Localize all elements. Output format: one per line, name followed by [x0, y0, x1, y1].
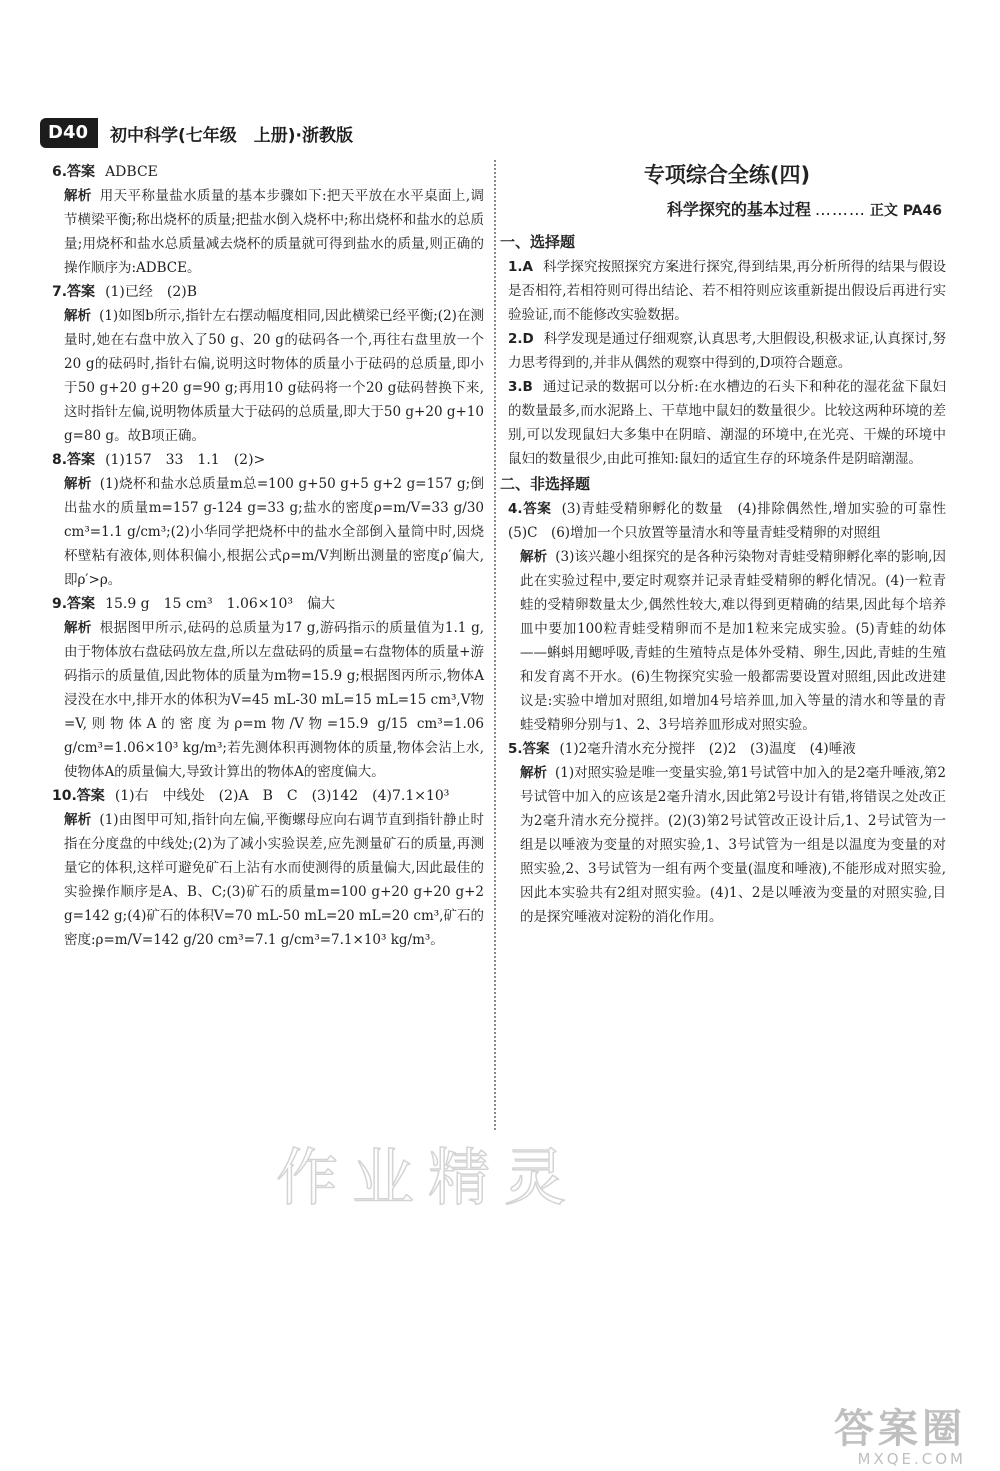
explanation-text: (1)由图甲可知,指针向左偏,平衡螺母应向右调节直到指针静止时指在分度盘的中线处;(2)为了减小实验误差,应先测量矿石的质量,再测量它的体积,这样可避免矿石上沾有水而使测得的质量偏大,因此最佳的实验操作顺序是A、B、C;(3)矿石的质量m=100 g+20 g+20 g+2 g=142 g;(4)矿石的体积V=70 mL-50 mL=20 mL=20 cm³,矿石的密度:ρ=m/V=142 g/20 cm³=7.1 g/cm³=7.1×10³ kg/m³。	[64, 812, 484, 948]
answer-item-10	[52, 784, 484, 952]
answer-item-7	[52, 280, 484, 448]
site-logo	[834, 1408, 966, 1468]
explanation-text: (1)烧杯和盐水总质量m总=100 g+50 g+5 g+2 g=157 g;倒出盐水的质量m=157 g-124 g=33 g;盐水的密度ρ=m/V=33 g/30 cm³=1.1 g/cm³;(2)小华同学把烧杯中的盐水全部倒入量筒中时,因烧杯壁粘有液体,则体积偏小,根据公式ρ=m/V判断出测量的密度ρ′偏大,即ρ′>ρ。	[64, 476, 485, 588]
part-heading-choice: 一、选择题	[500, 233, 576, 251]
explanation-text: (1)对照实验是唯一变量实验,第1号试管中加入的是2毫升唾液,第2号试管中加入的应该是2毫升清水,因此第2号设计有错,将错误之处改正为2毫升清水充分搅拌。(2)(3)第2号试管改正设计后,1、2号试管为一组是以唾液为变量的对照实验,1、3号试管为一组是以温度为变量的对照实验,2、3号试管为一组有两个变量(温度和唾液),不能形成对照实验,因此本实验共有2组对照实验。(4)1、2是以唾液为变量的对照实验,目的是探究唾液对淀粉的消化作用。	[520, 765, 947, 925]
question-number: 8.答案	[52, 452, 96, 468]
question-number: 10.答案	[52, 788, 105, 804]
answer-text: ADBCE	[105, 164, 158, 180]
answer-item-9	[52, 592, 484, 784]
watermark-text: 作业精灵	[276, 1141, 581, 1214]
leader-dots: ………	[814, 200, 866, 219]
answer-item-r3	[508, 375, 946, 471]
question-number: 3.B	[508, 379, 533, 395]
explanation-text: 科学发现是通过仔细观察,认真思考,大胆假设,积极求证,认真探讨,努力思考得到的,并非从偶然的观察中得到的,D项符合题意。	[508, 331, 946, 371]
answer-item-6	[52, 160, 484, 280]
question-number: 6.答案	[52, 164, 96, 180]
explanation-tag: 解析	[64, 476, 92, 492]
answer-item-8	[52, 448, 484, 592]
question-number: 1.A	[508, 259, 533, 275]
question-number: 7.答案	[52, 284, 96, 300]
question-number: 5.答案	[508, 741, 550, 757]
page-reference: 正文 PA46	[869, 203, 942, 219]
answer-text: (3)青蛙受精卵孵化的数量 (4)排除偶然性,增加实验的可靠性 (5)C (6)增加一个只放置等量清水和等量青蛙受精卵的对照组	[508, 501, 960, 541]
section-subtitle	[508, 196, 946, 225]
explanation-text: 用天平称量盐水质量的基本步骤如下:把天平放在水平桌面上,调节横梁平衡;称出烧杯的质量;把盐水倒入烧杯中;称出烧杯和盐水的总质量;用烧杯和盐水总质量减去烧杯的质量就可得到盐水的质量,则正确的操作顺序为:ADBCE。	[64, 188, 484, 276]
explanation-tag: 解析	[64, 620, 92, 636]
right-column	[500, 160, 960, 929]
explanation-text: (3)该兴趣小组探究的是各种污染物对青蛙受精卵孵化率的影响,因此在实验过程中,要定时观察并记录青蛙受精卵的孵化情况。(4)一粒青蛙的受精卵数量太少,偶然性较大,难以得到更精确的结果,因此每个培养皿中要加100粒青蛙受精卵而不是加1粒来完成实验。(5)青蛙的幼体——蝌蚪用鳃呼吸,青蛙的生殖特点是体外受精、卵生,因此,青蛙的生殖和发育离不开水。(6)生物探究实验一般都需要设置对照组,因此改进建议是:实验中增加对照组,如增加4号培养皿,加入等量的清水和等量的青蛙受精卵分别与1、2、3号培养皿形成对照实验。	[520, 549, 947, 733]
question-number: 9.答案	[52, 596, 96, 612]
answer-item-r4	[508, 497, 960, 737]
book-title: 初中科学(七年级 上册)·浙教版	[110, 125, 353, 146]
part-heading-nonchoice: 二、非选择题	[500, 475, 591, 493]
page-header	[40, 118, 353, 148]
answer-item-r1	[508, 255, 946, 327]
logo-url: MXQE.COM	[857, 1450, 966, 1468]
question-number: 4.答案	[508, 501, 552, 517]
explanation-text: 根据图甲所示,砝码的总质量为17 g,游码指示的质量值为1.1 g,由于物体放右盘砝码放左盘,所以左盘砝码的质量=右盘物体的质量+游码指示的质量值,因此物体的质量为m物=15.9 g;根据图丙所示,物体A浸没在水中,排开水的体积为V=45 mL-30 mL=15 mL=15 cm³,V物=V,则物体A的密度为ρ=m物/V物=15.9 g/15 cm³=1.06 g/cm³=1.06×10³ kg/m³;若先测体积再测物体的质量,物体会沾上水,使物体A的质量偏大,导致计算出的物体A的密度偏大。	[64, 620, 485, 780]
answer-text: 15.9 g 15 cm³ 1.06×10³ 偏大	[105, 596, 335, 612]
column-divider	[494, 160, 496, 1130]
answer-item-r5	[508, 737, 946, 929]
answer-text: (1)2毫升清水充分搅拌 (2)2 (3)温度 (4)唾液	[559, 741, 856, 757]
answer-text: (1)157 33 1.1 (2)>	[105, 452, 266, 468]
explanation-text: 通过记录的数据可以分析:在水槽边的石头下和种花的湿花盆下鼠妇的数量最多,而水泥路上、干草地中鼠妇的数量很少。比较这两种环境的差别,可以发现鼠妇大多集中在阴暗、潮湿的环境中,在光亮、干燥的环境中鼠妇的数量很少,由此可推知:鼠妇的适宜生存的环境条件是阴暗潮湿。	[508, 379, 946, 467]
explanation-tag: 解析	[64, 188, 92, 204]
explanation-text: (1)如图b所示,指针左右摆动幅度相同,因此横梁已经平衡;(2)在测量时,她在右盘中放入了50 g、20 g的砝码各一个,再往右盘里放一个20 g的砝码时,指针右偏,说明这时物体的质量小于砝码的总质量,即小于50 g+20 g+20 g=90 g;再用10 g砝码将一个20 g砝码替换下来,这时指针左偏,说明物体质量大于砝码的总质量,即大于50 g+20 g+10 g=80 g。故B项正确。	[64, 308, 484, 444]
page-number-badge: D40	[40, 118, 98, 148]
section-title: 专项综合全练(四)	[643, 163, 811, 187]
answer-text: (1)已经 (2)B	[105, 284, 198, 300]
answer-text: (1)右 中线处 (2)A B C (3)142 (4)7.1×10³	[114, 788, 450, 804]
explanation-tag: 解析	[520, 765, 548, 781]
subtitle-text: 科学探究的基本过程	[666, 200, 811, 219]
explanation-text: 科学探究按照探究方案进行探究,得到结果,再分析所得的结果与假设是否相符,若相符则可得出结论、若不相符则应该重新提出假设后再进行实验验证,而不能修改实验数据。	[508, 259, 946, 323]
explanation-tag: 解析	[520, 549, 548, 565]
left-column	[52, 160, 484, 952]
explanation-tag: 解析	[64, 308, 92, 324]
explanation-tag: 解析	[64, 812, 92, 828]
answer-item-r2	[508, 327, 946, 375]
logo-main: 答案圈	[834, 1406, 966, 1452]
question-number: 2.D	[508, 331, 534, 347]
